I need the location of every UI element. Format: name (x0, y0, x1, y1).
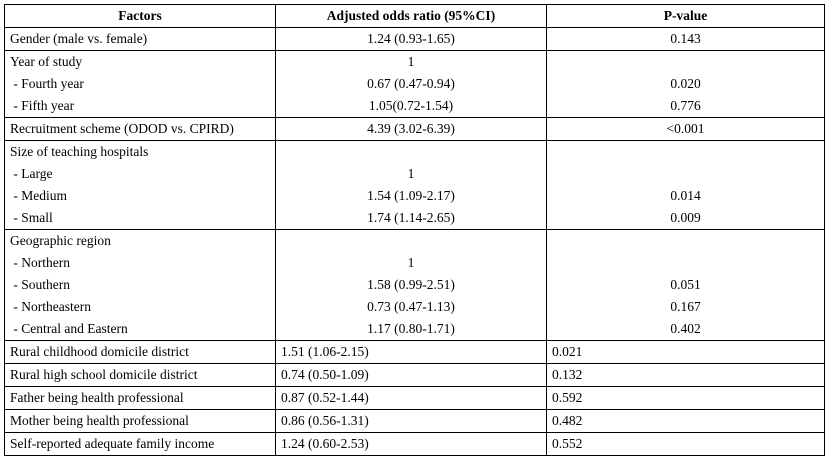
factor-label: - Southern (10, 277, 70, 292)
header-p-value: P-value (547, 5, 825, 28)
factor-cell: Recruitment scheme (ODOD vs. CPIRD) (5, 118, 276, 141)
p-value: 0.167 (670, 299, 701, 314)
odds-ratio-value: 1.17 (0.80-1.71) (367, 321, 455, 336)
odds-ratio-cell: 0.87 (0.52-1.44) (276, 387, 547, 410)
factor-cell: Self-reported adequate family income (5, 433, 276, 456)
factor-cell: Father being health professional (5, 387, 276, 410)
odds-ratio-cell: 0.86 (0.56-1.31) (276, 410, 547, 433)
odds-ratio-group-cell (276, 141, 547, 230)
factor-label: - Fifth year (10, 98, 75, 113)
odds-ratio-value: 1.58 (0.99-2.51) (367, 277, 455, 292)
p-value-cell: 0.482 (547, 410, 825, 433)
factor-cell: Rural high school domicile district (5, 364, 276, 387)
odds-ratio-value: 1.54 (1.09-2.17) (367, 188, 455, 203)
p-value-group-cell (547, 141, 825, 230)
table-row (5, 387, 825, 410)
header-odds-ratio: Adjusted odds ratio (95%CI) (276, 5, 547, 28)
factor-label: - Fourth year (10, 76, 84, 91)
p-value-cell: 0.592 (547, 387, 825, 410)
odds-ratio-value: 1 (407, 54, 415, 69)
odds-ratio-value: 0.73 (0.47-1.13) (367, 299, 455, 314)
factor-cell: Gender (male vs. female) (5, 28, 276, 51)
odds-ratio-group-cell (276, 51, 547, 118)
p-value (552, 51, 819, 73)
p-value-cell: 0.552 (547, 433, 825, 456)
group-title: Year of study (10, 54, 83, 69)
odds-ratio-cell: 4.39 (3.02-6.39) (276, 118, 547, 141)
factor-label: - Large (10, 166, 53, 181)
table-row (5, 341, 825, 364)
p-value: 0.402 (670, 321, 701, 336)
odds-ratio-cell: 1.51 (1.06-2.15) (276, 341, 547, 364)
p-value: 0.020 (670, 76, 701, 91)
table-row-group (5, 141, 825, 230)
factor-group-cell (5, 141, 276, 230)
p-value-cell: 0.021 (547, 341, 825, 364)
group-title: Size of teaching hospitals (10, 144, 149, 159)
odds-ratio-table (4, 4, 825, 456)
spacer (552, 230, 819, 252)
spacer (281, 230, 541, 252)
table-row (5, 433, 825, 456)
group-title: Geographic region (10, 233, 111, 248)
factor-cell: Rural childhood domicile district (5, 341, 276, 364)
p-value (552, 163, 819, 185)
table-row (5, 28, 825, 51)
factor-label: - Small (10, 210, 53, 225)
factor-label: - Central and Eastern (10, 321, 128, 336)
p-value-group-cell (547, 51, 825, 118)
spacer (552, 141, 819, 163)
odds-ratio-value: 1 (407, 166, 415, 181)
p-value: 0.009 (670, 210, 701, 225)
p-value-cell: <0.001 (547, 118, 825, 141)
spacer (281, 141, 541, 163)
table-row-group (5, 51, 825, 118)
table-row (5, 364, 825, 387)
factor-label: - Northern (10, 255, 70, 270)
p-value-cell: 0.143 (547, 28, 825, 51)
odds-ratio-value: 1 (407, 255, 415, 270)
factor-label: - Medium (10, 188, 67, 203)
factor-group-cell (5, 230, 276, 341)
p-value: 0.776 (670, 98, 701, 113)
table-row-group (5, 230, 825, 341)
p-value (552, 252, 819, 274)
table-row (5, 118, 825, 141)
header-factors: Factors (5, 5, 276, 28)
p-value: 0.051 (670, 277, 701, 292)
factor-cell: Mother being health professional (5, 410, 276, 433)
header-row (5, 5, 825, 28)
factor-label: - Northeastern (10, 299, 91, 314)
p-value-cell: 0.132 (547, 364, 825, 387)
p-value-group-cell (547, 230, 825, 341)
odds-ratio-group-cell (276, 230, 547, 341)
odds-ratio-cell: 1.24 (0.60-2.53) (276, 433, 547, 456)
table-row (5, 410, 825, 433)
odds-ratio-value: 0.67 (0.47-0.94) (367, 76, 455, 91)
odds-ratio-value: 1.74 (1.14-2.65) (367, 210, 455, 225)
odds-ratio-cell: 1.24 (0.93-1.65) (276, 28, 547, 51)
factor-group-cell (5, 51, 276, 118)
p-value: 0.014 (670, 188, 701, 203)
odds-ratio-cell: 0.74 (0.50-1.09) (276, 364, 547, 387)
odds-ratio-value: 1.05(0.72-1.54) (368, 98, 454, 113)
